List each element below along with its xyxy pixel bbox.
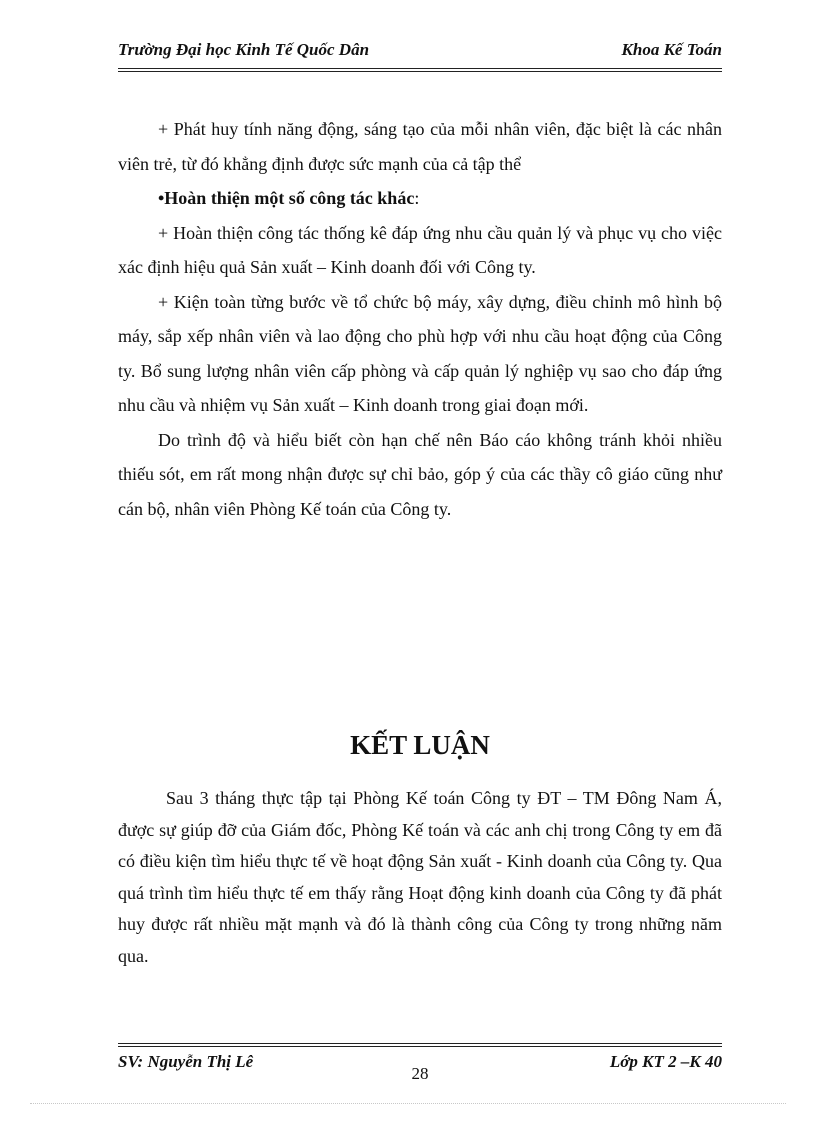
footer-student: SV: Nguyễn Thị Lê [118, 1052, 254, 1071]
paragraph-2: + Hoàn thiện công tác thống kê đáp ứng nhu cầu quản lý và phục vụ cho việc xác định hiệu quả Sản xuất – Kinh doanh đối với Công ty. [118, 222, 722, 277]
section-heading [118, 181, 722, 216]
header-faculty: Khoa Kế Toán [621, 40, 722, 59]
body-text [118, 112, 722, 526]
paragraph-4: Do trình độ và hiểu biết còn hạn chế nên Báo cáo không tránh khỏi nhiều thiếu sót, em rất mong nhận được sự chỉ bảo, góp ý của các thầy cô giáo cũng như cán bộ, nhân viên Phòng Kế toán của Công ty. [118, 429, 722, 519]
page-header [118, 38, 722, 68]
paragraph-1: + Phát huy tính năng động, sáng tạo của mỗi nhân viên, đặc biệt là các nhân viên trẻ, từ đó khẳng định được sức mạnh của cả tập thể [118, 119, 722, 174]
header-university: Trường Đại học Kinh Tế Quốc Dân [118, 40, 370, 59]
page-footer [118, 1050, 722, 1090]
bottom-dotted-line [30, 1103, 786, 1104]
section-heading-colon: : [414, 188, 420, 208]
footer-rule [118, 1043, 722, 1047]
conclusion-title: KẾT LUẬN [350, 730, 490, 760]
paragraph-3: + Kiện toàn từng bước về tổ chức bộ máy, xây dựng, điều chỉnh mô hình bộ máy, sắp xếp nhân viên và lao động cho phù hợp với nhu cầu hoạt động của Công ty. Bổ sung lượng nhân viên cấp phòng và cấp quản lý nghiệp vụ sao cho đáp ứng nhu cầu và nhiệm vụ Sản xuất – Kinh doanh trong giai đoạn mới. [118, 291, 722, 415]
conclusion-text [118, 783, 722, 972]
section-heading-text: •Hoàn thiện một số công tác khác [158, 188, 415, 208]
footer-class: Lớp KT 2 –K 40 [609, 1052, 722, 1071]
conclusion-paragraph: Sau 3 tháng thực tập tại Phòng Kế toán Công ty ĐT – TM Đông Nam Á, được sự giúp đỡ của Giám đốc, Phòng Kế toán và các anh chị trong Công ty em đã có điều kiện tìm hiểu thực tế về hoạt động Sản xuất - Kinh doanh của Công ty. Qua quá trình tìm hiểu thực tế em thấy rằng Hoạt động kinh doanh của Công ty đã phát huy được rất nhiều mặt mạnh và đó là thành công của Công ty trong những năm qua. [118, 788, 722, 966]
page-number: 28 [411, 1064, 429, 1083]
header-rule [118, 68, 722, 72]
